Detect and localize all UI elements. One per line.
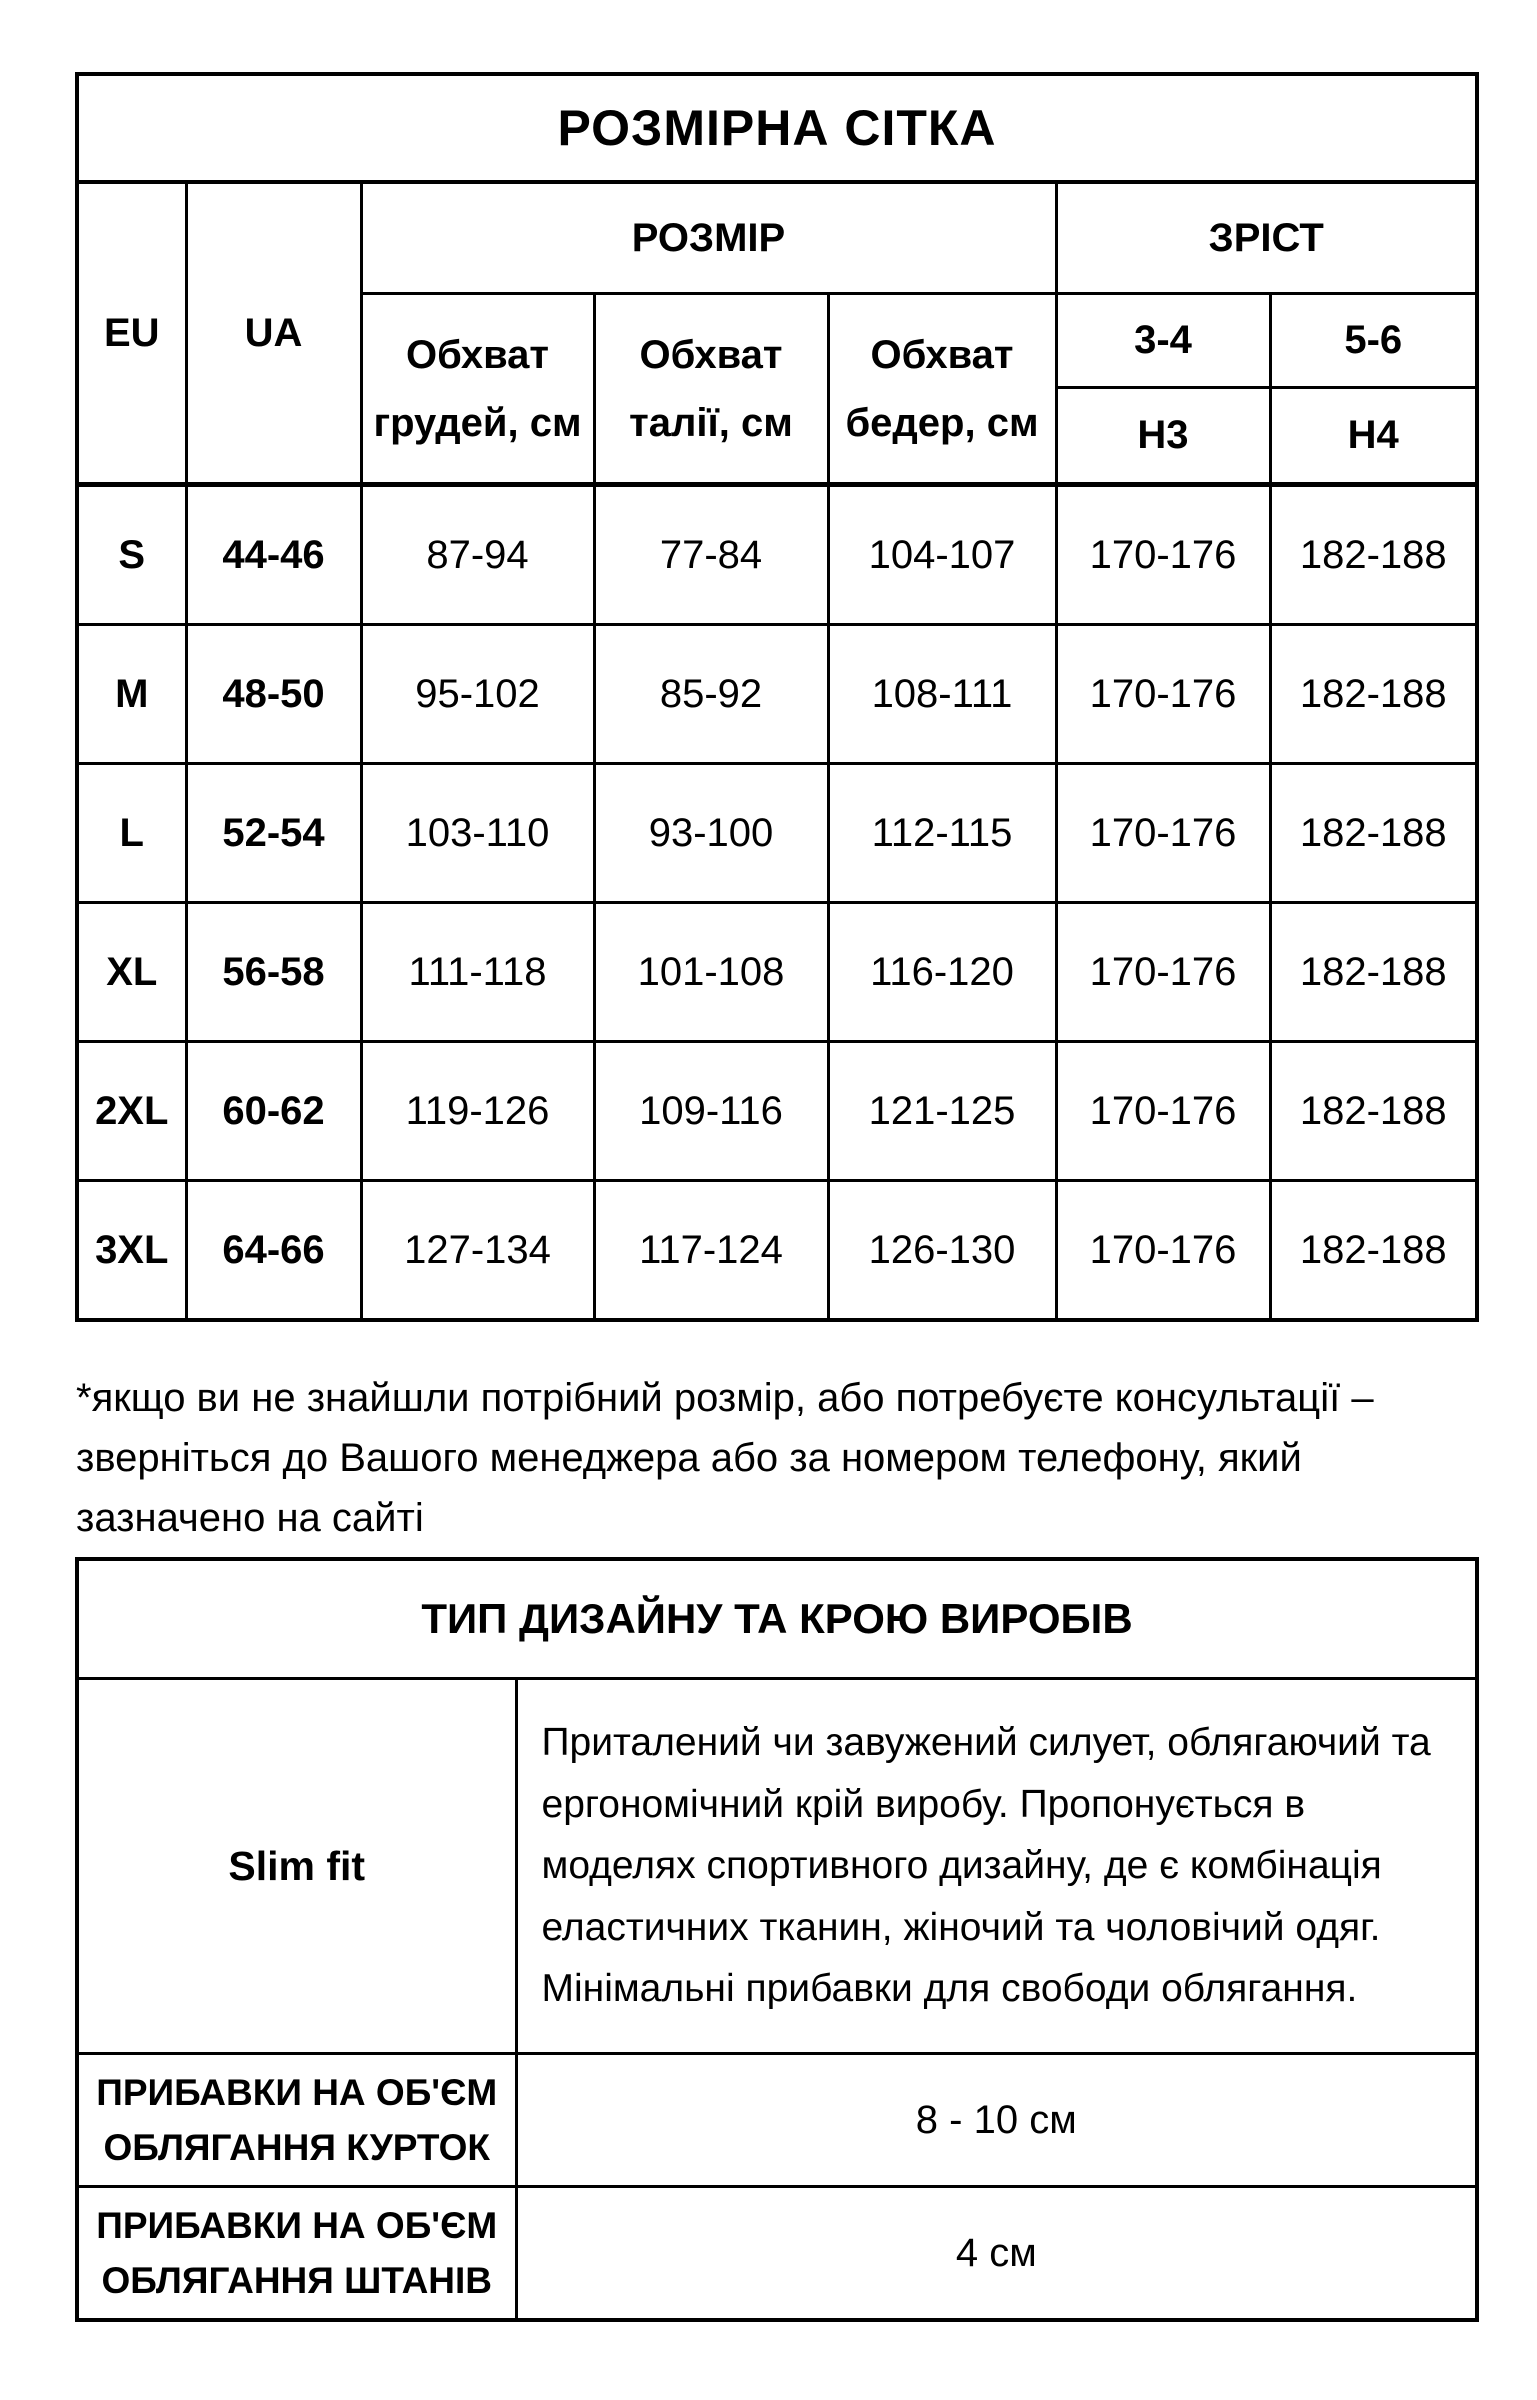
height-h4-cell: 182-188	[1270, 903, 1477, 1042]
height-h3-cell: 170-176	[1056, 1042, 1270, 1181]
size-eu-cell: L	[77, 764, 186, 903]
chest-header: Обхват грудей, см	[361, 294, 594, 485]
size-ua-cell: 64-66	[186, 1181, 361, 1321]
jackets-allowance-label: ПРИБАВКИ НА ОБ'ЄМ ОБЛЯГАННЯ КУРТОК	[77, 2054, 516, 2187]
height-5-6-header: 5-6	[1270, 294, 1477, 388]
waist-cell: 109-116	[594, 1042, 828, 1181]
waist-cell: 85-92	[594, 625, 828, 764]
height-h4-cell: 182-188	[1270, 625, 1477, 764]
size-eu-cell: 2XL	[77, 1042, 186, 1181]
ua-header-cell: UA	[186, 182, 361, 485]
table-row	[77, 1042, 1477, 1181]
table-row	[77, 764, 1477, 903]
design-type-table	[75, 1557, 1479, 2322]
chest-cell: 103-110	[361, 764, 594, 903]
pants-allowance-value: 4 см	[516, 2187, 1477, 2321]
size-ua-cell: 56-58	[186, 903, 361, 1042]
height-3-4-header: 3-4	[1056, 294, 1270, 388]
height-group-header: ЗРІСТ	[1056, 182, 1477, 294]
chest-cell: 127-134	[361, 1181, 594, 1321]
hips-header: Обхват бедер, см	[828, 294, 1056, 485]
hips-cell: 104-107	[828, 485, 1056, 625]
height-h4-cell: 182-188	[1270, 1042, 1477, 1181]
size-eu-cell: M	[77, 625, 186, 764]
chest-cell: 111-118	[361, 903, 594, 1042]
slim-fit-label: Slim fit	[77, 1679, 516, 2054]
size-table-title: РОЗМІРНА СІТКА	[77, 74, 1477, 182]
table-row	[77, 485, 1477, 625]
waist-header: Обхват талії, см	[594, 294, 828, 485]
jackets-allowance-value: 8 - 10 см	[516, 2054, 1477, 2187]
table-row	[77, 1181, 1477, 1321]
waist-cell: 77-84	[594, 485, 828, 625]
waist-cell: 101-108	[594, 903, 828, 1042]
h3-header: Н3	[1056, 388, 1270, 485]
table-row	[77, 625, 1477, 764]
chest-cell: 119-126	[361, 1042, 594, 1181]
hips-cell: 116-120	[828, 903, 1056, 1042]
pants-allowance-label: ПРИБАВКИ НА ОБ'ЄМ ОБЛЯГАННЯ ШТАНІВ	[77, 2187, 516, 2321]
size-eu-cell: 3XL	[77, 1181, 186, 1321]
height-h4-cell: 182-188	[1270, 1181, 1477, 1321]
height-h3-cell: 170-176	[1056, 764, 1270, 903]
size-eu-cell: XL	[77, 903, 186, 1042]
table-row	[77, 1679, 1477, 2054]
table-row	[77, 2187, 1477, 2321]
height-h3-cell: 170-176	[1056, 1181, 1270, 1321]
size-ua-cell: 48-50	[186, 625, 361, 764]
chest-cell: 95-102	[361, 625, 594, 764]
table-row	[77, 903, 1477, 1042]
eu-header-cell: EU	[77, 182, 186, 485]
size-ua-cell: 60-62	[186, 1042, 361, 1181]
height-h3-cell: 170-176	[1056, 903, 1270, 1042]
hips-cell: 126-130	[828, 1181, 1056, 1321]
size-eu-cell: S	[77, 485, 186, 625]
height-h4-cell: 182-188	[1270, 485, 1477, 625]
size-group-header: РОЗМІР	[361, 182, 1056, 294]
chest-cell: 87-94	[361, 485, 594, 625]
hips-cell: 121-125	[828, 1042, 1056, 1181]
size-ua-cell: 44-46	[186, 485, 361, 625]
size-ua-cell: 52-54	[186, 764, 361, 903]
waist-cell: 117-124	[594, 1181, 828, 1321]
height-h3-cell: 170-176	[1056, 485, 1270, 625]
table-row	[77, 2054, 1477, 2187]
footnote-text: *якщо ви не знайшли потрібний розмір, або потребуєте консультації – зверніться до Вашого менеджера або за номером телефону, який зазначено на сайті	[76, 1376, 1374, 1540]
design-table-title: ТИП ДИЗАЙНУ ТА КРОЮ ВИРОБІВ	[77, 1559, 1477, 1679]
hips-cell: 108-111	[828, 625, 1056, 764]
h4-header: Н4	[1270, 388, 1477, 485]
size-table	[75, 72, 1479, 1322]
height-h3-cell: 170-176	[1056, 625, 1270, 764]
height-h4-cell: 182-188	[1270, 764, 1477, 903]
waist-cell: 93-100	[594, 764, 828, 903]
slim-fit-description: Приталений чи завужений силует, облягаючий та ергономічний крій виробу. Пропонується в моделях спортивного дизайну, де є комбінація еластичних тканин, жіночий та чоловічий одяг. Мінімальні прибавки для свободи облягання.	[516, 1679, 1477, 2054]
hips-cell: 112-115	[828, 764, 1056, 903]
